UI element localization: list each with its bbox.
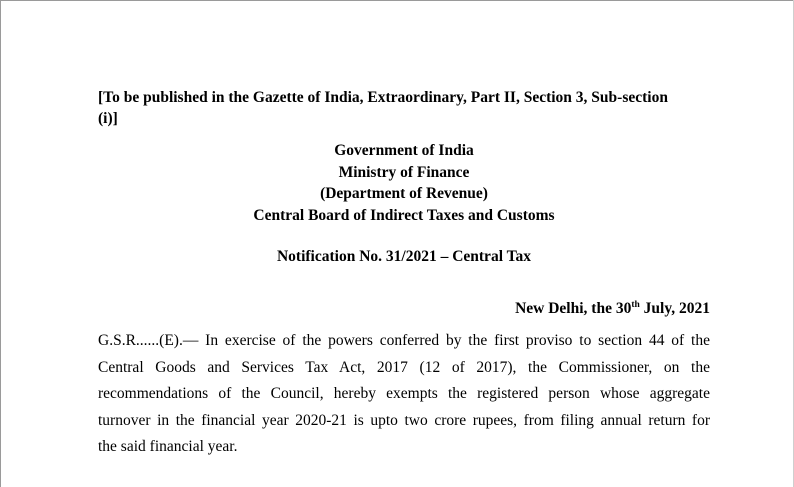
notification-title: Notification No. 31/2021 – Central Tax xyxy=(276,248,532,265)
header-line-ministry: Ministry of Finance xyxy=(338,163,470,181)
body-line: Central Goods and Services Tax Act, 2017 (12 of 2017), the Commissioner, on the xyxy=(98,358,710,376)
date-ordinal-suffix: th xyxy=(631,300,640,310)
gazette-note-line-2: (i)] xyxy=(98,110,118,127)
date-suffix: July, 2021 xyxy=(639,300,710,317)
issuing-authority-header xyxy=(98,140,710,226)
place-and-date xyxy=(98,298,710,319)
gazette-publication-note xyxy=(98,87,718,129)
gazette-note-line-1: [To be published in the Gazette of India, Extraordinary, Part II, Section 3, Sub-section xyxy=(98,89,668,106)
body-line: G.S.R......(E).— In exercise of the powers conferred by the first proviso to section 44 of the xyxy=(98,332,710,349)
notification-body-paragraph xyxy=(98,328,710,461)
header-line-department: (Department of Revenue) xyxy=(320,185,488,202)
date-prefix: New Delhi, the 30 xyxy=(515,300,632,317)
header-line-board: Central Board of Indirect Taxes and Customs xyxy=(253,206,555,224)
body-line: turnover in the financial year 2020-21 is upto two crore rupees, from filing annual return for xyxy=(98,411,710,429)
body-line: the said financial year. xyxy=(98,438,238,455)
header-line-government: Government of India xyxy=(334,142,474,159)
body-line: recommendations of the Council, hereby exempts the registered person whose aggregate xyxy=(98,385,710,402)
